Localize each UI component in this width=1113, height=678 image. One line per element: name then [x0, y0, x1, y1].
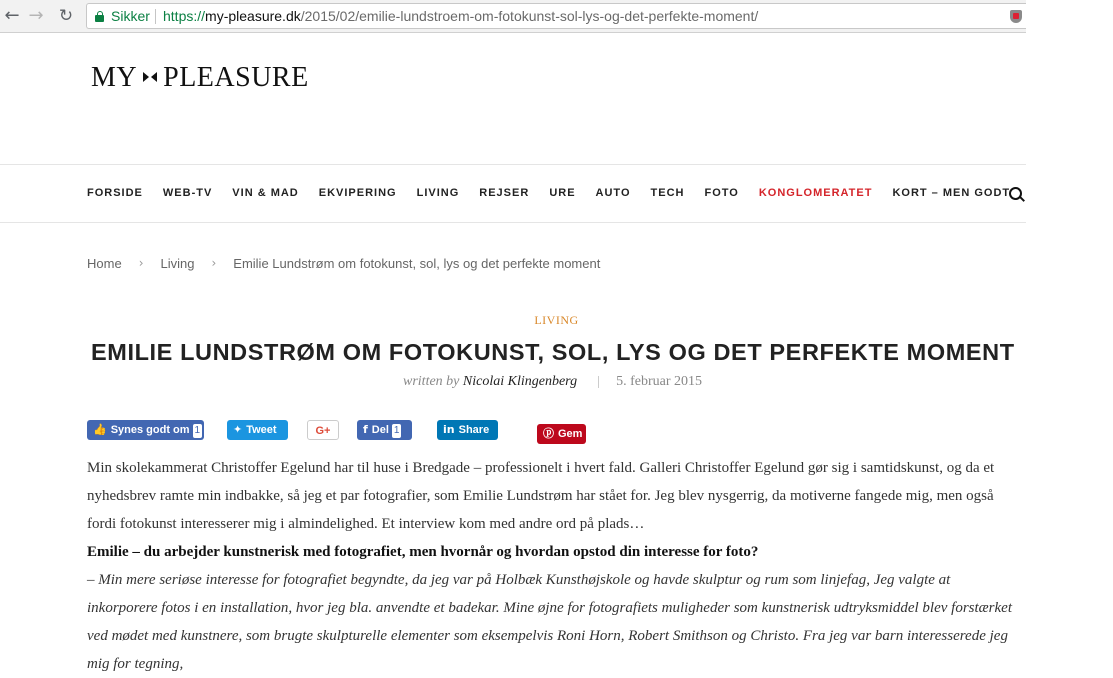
menu-item-auto[interactable]: AUTO — [595, 187, 631, 199]
pinterest-label: Gem — [558, 428, 583, 440]
address-divider — [155, 9, 156, 24]
url-scheme: https:// — [163, 8, 206, 24]
bowtie-icon — [143, 72, 157, 82]
interview-answer: – Min mere seriøse interesse for fotografiet begyndte, da jeg var på Holbæk Kunsthøjskole og havde skulptur og rum som linjefag, Jeg valgte at inkorporere fotos i en installation, hvor jeg bla. anvendte et badekar. Mine øjne for fotografiets muligheder som kunstnerisk udtryksmiddel blev forstærket ved mødet med kunstnere, som brugte skulpturelle elementer som eksempelvis Roni Horn, Robert Smithson og Christo. Fra jeg var barn interesserede jeg mig for tegning, — [87, 572, 1013, 672]
lock-icon — [95, 11, 104, 22]
article-body — [87, 454, 1022, 678]
menu-item-foto[interactable]: FOTO — [704, 187, 739, 199]
site-logo[interactable] — [91, 62, 309, 94]
intro-paragraph: Min skolekammerat Christoffer Egelund har til huse i Bredgade – professionelt i hvert fald. Galleri Christoffer Egelund gør sig i samtidskunst, og da et nyhedsbrev ramte min indbakke, så jeg et par fotografier, som Emilie Lundstrøm har stået for. Jeg blev nysgerrig, da motiverne fangede mig, men også fordi fotokunst interesserer mig i almindelighed. Et interview kom med andre ord på plads… — [87, 460, 995, 532]
article-date: 5. februar 2015 — [616, 374, 703, 389]
linkedin-label: Share — [458, 424, 490, 436]
facebook-share-button[interactable] — [357, 420, 412, 440]
linkedin-icon: in — [443, 423, 455, 436]
extension-icon[interactable] — [1010, 10, 1022, 23]
fb-like-label: Synes godt om — [110, 424, 190, 436]
secure-label[interactable]: Sikker — [111, 8, 150, 24]
browser-toolbar — [0, 0, 1026, 33]
menu-list — [87, 187, 1030, 199]
menu-item-ekvipering[interactable]: EKVIPERING — [318, 187, 397, 199]
fb-share-count: 1 — [393, 425, 400, 436]
pinterest-icon: ⓟ — [543, 427, 554, 440]
google-plus-icon: G+ — [315, 425, 331, 437]
twitter-bird-icon: ✦ — [233, 423, 243, 436]
chevron-right-icon: › — [138, 256, 144, 270]
facebook-like-button[interactable] — [87, 420, 204, 440]
address-bar[interactable] — [86, 3, 1026, 29]
logo-text-left: MY — [91, 62, 138, 93]
linkedin-share-button[interactable] — [437, 420, 498, 440]
menu-item-living[interactable]: LIVING — [416, 187, 460, 199]
menu-item-ure[interactable]: URE — [549, 187, 576, 199]
breadcrumb-home[interactable]: Home — [87, 256, 122, 271]
menu-item-rejser[interactable]: REJSER — [479, 187, 530, 199]
url-path: /2015/02/emilie-lundstroem-om-fotokunst-sol-lys-og-det-perfekte-moment/ — [300, 8, 759, 24]
menu-item-konglomeratet[interactable]: KONGLOMERATET — [758, 187, 873, 199]
menu-item-forside[interactable]: FORSIDE — [87, 187, 143, 199]
facebook-icon: f — [363, 423, 368, 436]
url-text[interactable] — [163, 8, 758, 24]
byline-prefix: written by — [403, 374, 460, 389]
main-navigation — [0, 164, 1026, 223]
back-arrow-icon[interactable]: ← — [4, 5, 20, 26]
breadcrumb-current: Emilie Lundstrøm om fotokunst, sol, lys og det perfekte moment — [233, 256, 601, 271]
article-title: EMILIE LUNDSTRØM OM FOTOKUNST, SOL, LYS OG DET PERFEKTE MOMENT — [91, 339, 1015, 365]
fb-like-count: 1 — [194, 425, 201, 436]
article-byline — [403, 374, 702, 390]
byline-divider — [598, 376, 599, 388]
menu-item-kort-men-godt[interactable]: KORT – MEN GODT — [892, 187, 1011, 199]
url-host: my-pleasure.dk — [205, 8, 301, 24]
author-link[interactable]: Nicolai Klingenberg — [462, 374, 578, 389]
breadcrumb — [87, 256, 600, 271]
fb-share-label: Del — [371, 424, 389, 436]
menu-item-tech[interactable]: TECH — [650, 187, 685, 199]
search-icon[interactable] — [1009, 187, 1024, 202]
logo-text-right: PLEASURE — [163, 62, 309, 93]
reload-icon[interactable]: ↻ — [58, 6, 74, 26]
thumbs-up-icon: 👍 — [93, 423, 107, 436]
menu-item-web-tv[interactable]: WEB-TV — [162, 187, 213, 199]
breadcrumb-living[interactable]: Living — [160, 256, 195, 271]
interview-question: Emilie – du arbejder kunstnerisk med fotografiet, men hvornår og hvordan opstod din interesse for foto? — [87, 544, 759, 560]
forward-arrow-icon[interactable]: → — [28, 5, 44, 26]
menu-item-vin-mad[interactable]: VIN & MAD — [232, 187, 299, 199]
google-plus-button[interactable] — [307, 420, 339, 440]
tweet-button[interactable] — [227, 420, 288, 440]
tweet-label: Tweet — [246, 424, 277, 436]
chevron-right-icon: › — [211, 256, 217, 270]
pinterest-save-button[interactable] — [537, 424, 586, 444]
article-category[interactable]: LIVING — [534, 313, 579, 327]
